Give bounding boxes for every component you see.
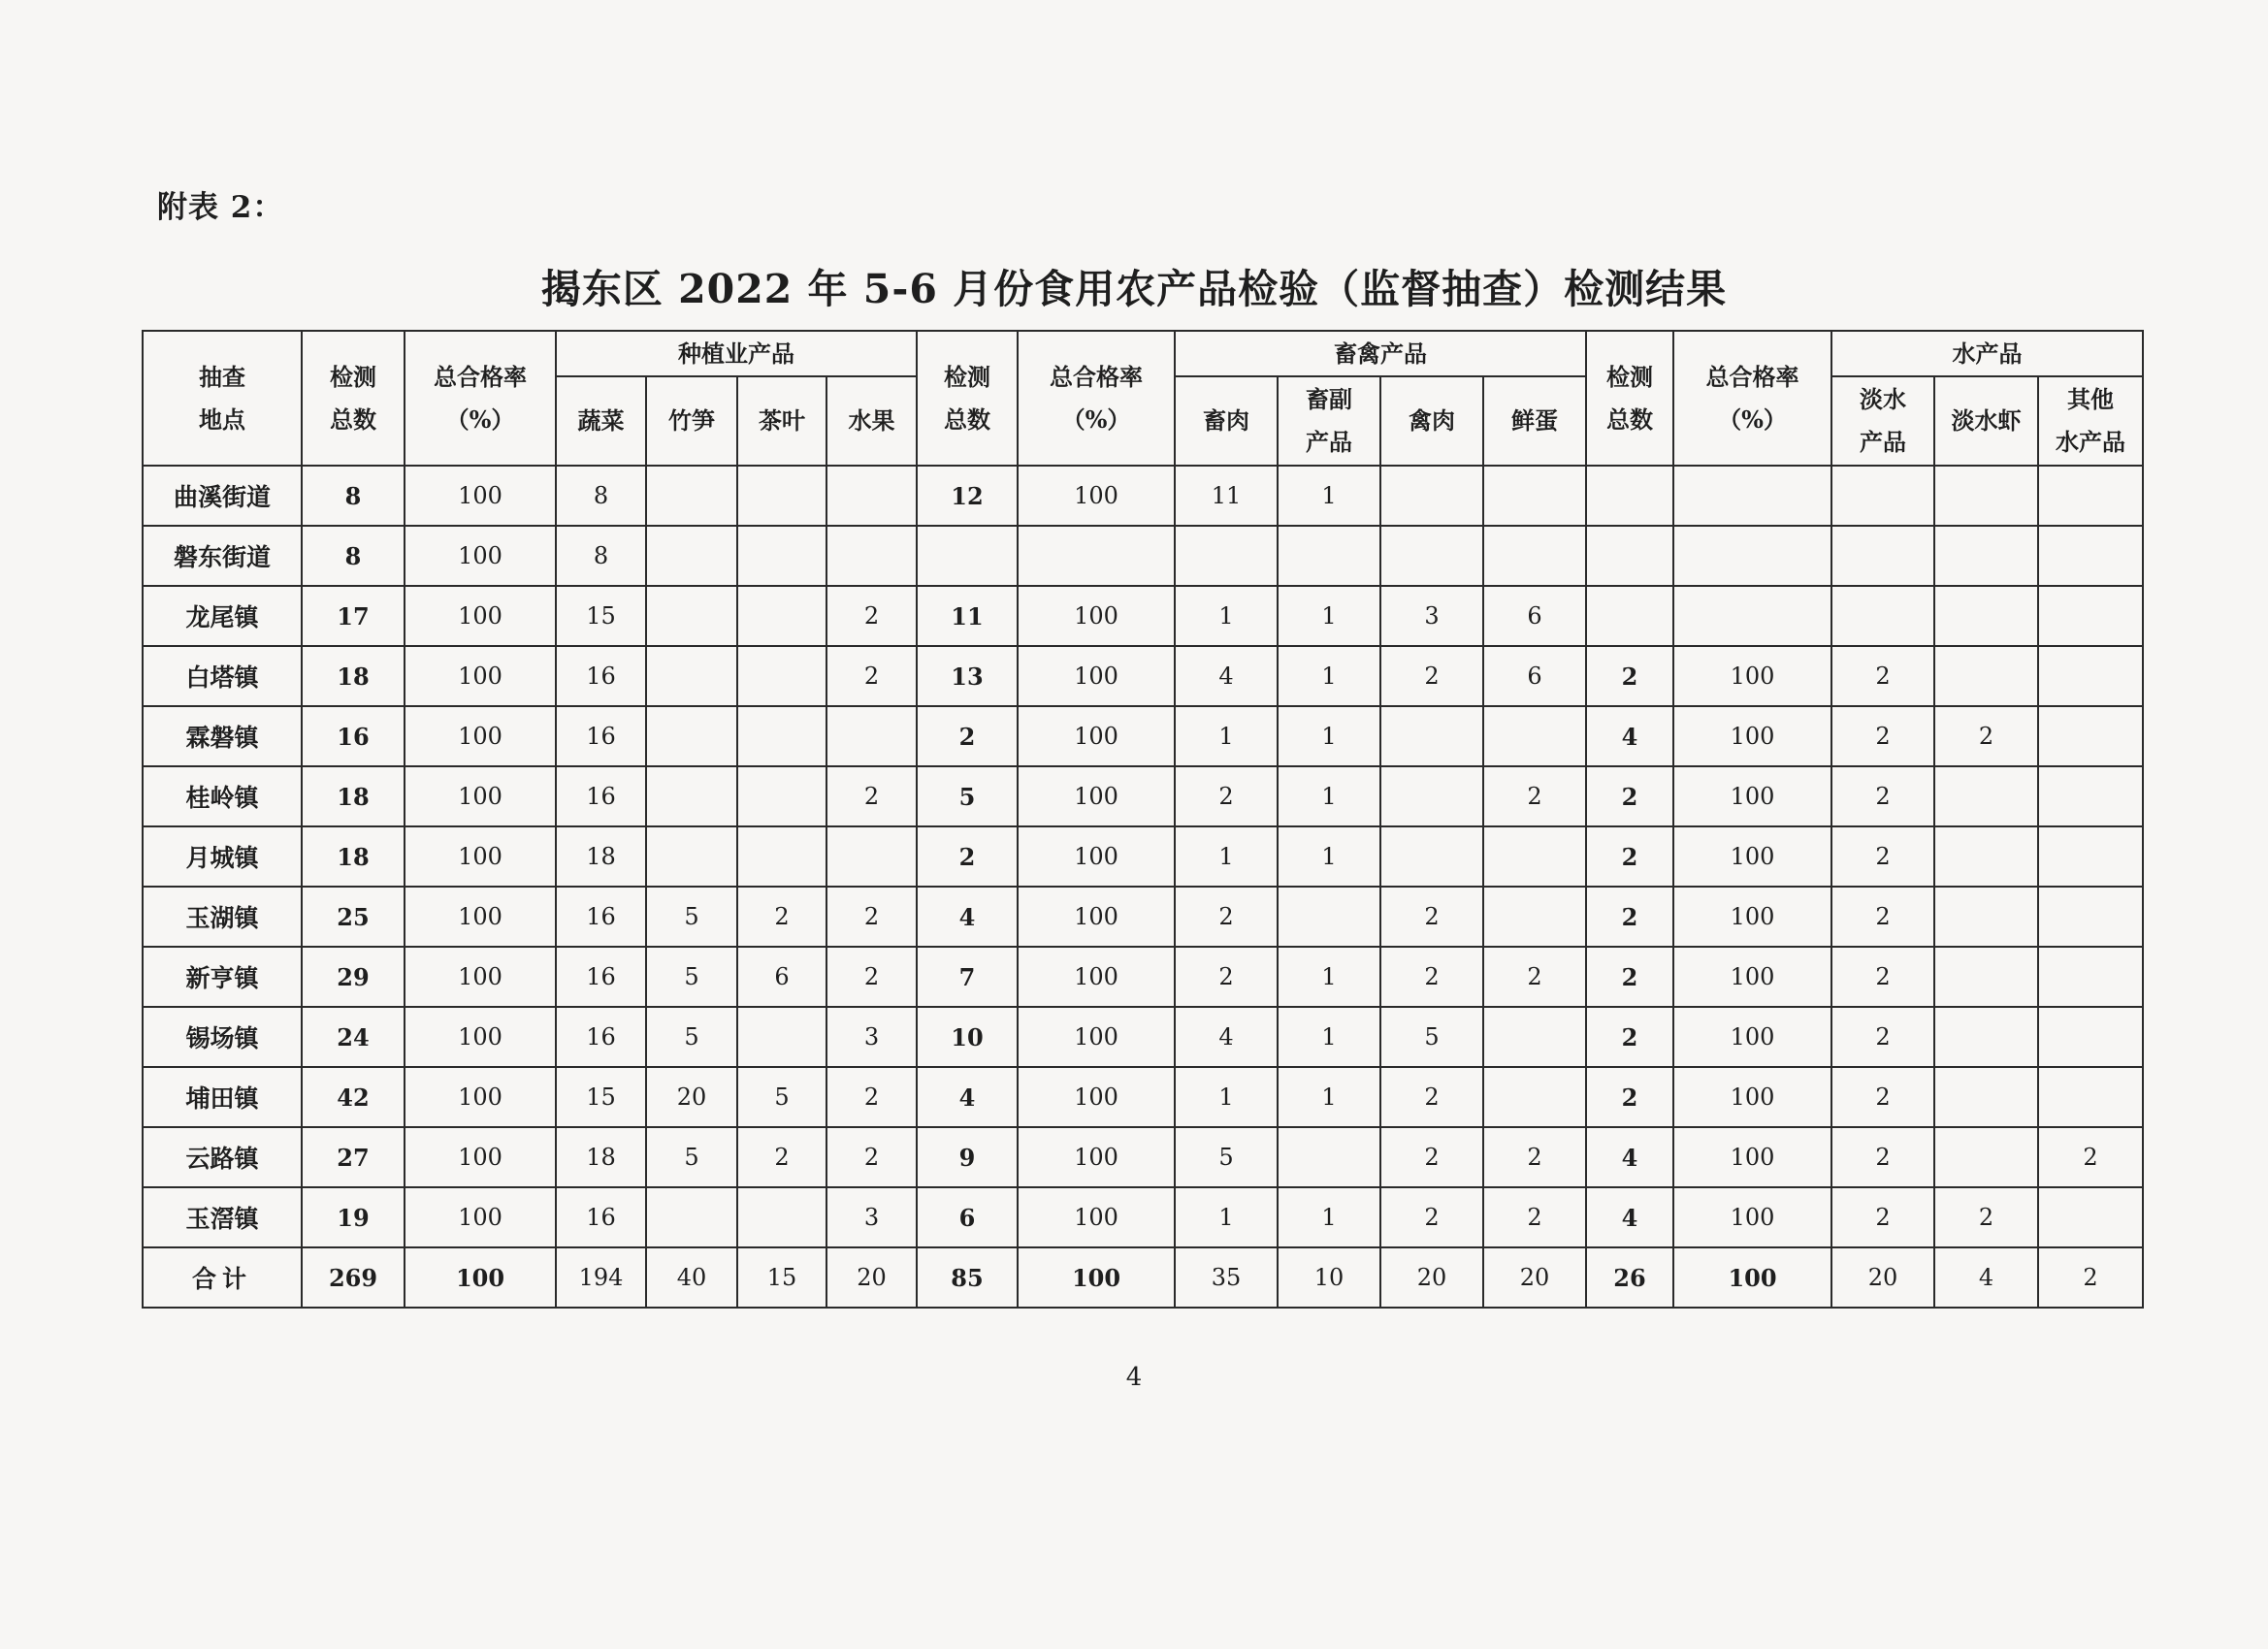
aquatic-cell bbox=[2038, 766, 2143, 826]
livestock-cell: 2 bbox=[1175, 766, 1278, 826]
planting-cell: 42 bbox=[302, 1067, 405, 1127]
livestock-cell: 13 bbox=[917, 646, 1018, 706]
appendix-label: 附表 2： bbox=[157, 190, 284, 225]
planting-cell bbox=[737, 646, 826, 706]
livestock-cell: 100 bbox=[1018, 466, 1175, 526]
livestock-cell: 4 bbox=[1175, 646, 1278, 706]
planting-cell bbox=[646, 586, 737, 646]
livestock-cell: 85 bbox=[917, 1247, 1018, 1308]
livestock-cell: 2 bbox=[1380, 1067, 1483, 1127]
planting-cell: 100 bbox=[405, 1187, 556, 1247]
livestock-cell bbox=[1483, 466, 1586, 526]
livestock-cell bbox=[917, 526, 1018, 586]
aquatic-cell bbox=[1934, 766, 2038, 826]
planting-cell: 16 bbox=[556, 887, 646, 947]
planting-cell bbox=[737, 766, 826, 826]
aquatic-cell bbox=[1831, 526, 1934, 586]
location-cell: 霖磐镇 bbox=[143, 706, 302, 766]
livestock-cell: 100 bbox=[1018, 766, 1175, 826]
aquatic-cell: 2 bbox=[1831, 826, 1934, 887]
livestock-cell: 5 bbox=[917, 766, 1018, 826]
planting-cell bbox=[646, 466, 737, 526]
planting-cell: 2 bbox=[737, 1127, 826, 1187]
header-freshwater-shrimp: 淡水虾 bbox=[1934, 376, 2038, 466]
location-cell: 玉滘镇 bbox=[143, 1187, 302, 1247]
planting-cell: 16 bbox=[556, 1187, 646, 1247]
header-location: 抽查 地点 bbox=[143, 331, 302, 466]
planting-cell: 2 bbox=[826, 646, 917, 706]
aquatic-cell bbox=[1934, 1127, 2038, 1187]
planting-cell: 40 bbox=[646, 1247, 737, 1308]
aquatic-cell bbox=[1586, 526, 1673, 586]
aquatic-cell bbox=[2038, 646, 2143, 706]
livestock-cell bbox=[1380, 706, 1483, 766]
aquatic-cell: 4 bbox=[1586, 706, 1673, 766]
location-cell: 月城镇 bbox=[143, 826, 302, 887]
livestock-cell: 1 bbox=[1278, 706, 1380, 766]
aquatic-cell bbox=[1934, 1067, 2038, 1127]
planting-cell bbox=[737, 586, 826, 646]
aquatic-cell: 2 bbox=[1586, 1067, 1673, 1127]
planting-cell: 16 bbox=[556, 706, 646, 766]
table-row bbox=[143, 466, 2143, 526]
planting-cell: 29 bbox=[302, 947, 405, 1007]
aquatic-cell bbox=[2038, 526, 2143, 586]
livestock-cell: 2 bbox=[917, 826, 1018, 887]
aquatic-cell: 2 bbox=[1831, 1007, 1934, 1067]
planting-cell: 100 bbox=[405, 1007, 556, 1067]
planting-cell: 100 bbox=[405, 526, 556, 586]
planting-cell bbox=[826, 826, 917, 887]
aquatic-cell bbox=[1586, 586, 1673, 646]
livestock-cell: 6 bbox=[917, 1187, 1018, 1247]
livestock-cell: 1 bbox=[1278, 466, 1380, 526]
planting-cell bbox=[826, 706, 917, 766]
livestock-cell: 2 bbox=[1483, 1127, 1586, 1187]
livestock-cell: 1 bbox=[1175, 826, 1278, 887]
aquatic-cell: 2 bbox=[1586, 646, 1673, 706]
livestock-cell: 7 bbox=[917, 947, 1018, 1007]
header-livestock-meat: 畜肉 bbox=[1175, 376, 1278, 466]
planting-cell: 5 bbox=[646, 887, 737, 947]
planting-cell: 2 bbox=[826, 887, 917, 947]
planting-cell bbox=[646, 646, 737, 706]
livestock-cell: 1 bbox=[1278, 1187, 1380, 1247]
planting-cell: 16 bbox=[556, 646, 646, 706]
planting-cell: 18 bbox=[556, 826, 646, 887]
location-cell: 玉湖镇 bbox=[143, 887, 302, 947]
aquatic-cell bbox=[1934, 646, 2038, 706]
aquatic-cell: 2 bbox=[1831, 706, 1934, 766]
aquatic-cell: 2 bbox=[1831, 646, 1934, 706]
location-cell: 磐东街道 bbox=[143, 526, 302, 586]
planting-cell: 100 bbox=[405, 826, 556, 887]
planting-cell: 8 bbox=[302, 526, 405, 586]
table-row bbox=[143, 526, 2143, 586]
livestock-cell: 2 bbox=[1175, 887, 1278, 947]
planting-cell: 3 bbox=[826, 1187, 917, 1247]
livestock-cell bbox=[1483, 706, 1586, 766]
aquatic-cell: 2 bbox=[1831, 947, 1934, 1007]
aquatic-cell: 20 bbox=[1831, 1247, 1934, 1308]
planting-cell: 269 bbox=[302, 1247, 405, 1308]
aquatic-cell bbox=[1934, 947, 2038, 1007]
livestock-cell: 100 bbox=[1018, 646, 1175, 706]
aquatic-cell bbox=[1934, 526, 2038, 586]
planting-cell: 27 bbox=[302, 1127, 405, 1187]
livestock-cell: 2 bbox=[1483, 766, 1586, 826]
planting-cell: 15 bbox=[556, 586, 646, 646]
livestock-cell: 1 bbox=[1278, 1067, 1380, 1127]
aquatic-cell: 2 bbox=[1586, 887, 1673, 947]
livestock-cell bbox=[1278, 1127, 1380, 1187]
aquatic-cell bbox=[1934, 466, 2038, 526]
livestock-cell: 100 bbox=[1018, 826, 1175, 887]
planting-cell: 25 bbox=[302, 887, 405, 947]
livestock-cell: 2 bbox=[1380, 1187, 1483, 1247]
planting-cell bbox=[737, 1187, 826, 1247]
planting-cell: 20 bbox=[826, 1247, 917, 1308]
planting-cell: 100 bbox=[405, 706, 556, 766]
header-planting-total: 检测 总数 bbox=[302, 331, 405, 466]
livestock-cell: 1 bbox=[1278, 586, 1380, 646]
location-cell: 合计 bbox=[143, 1247, 302, 1308]
livestock-cell bbox=[1380, 466, 1483, 526]
livestock-cell bbox=[1483, 887, 1586, 947]
planting-cell: 15 bbox=[556, 1067, 646, 1127]
livestock-cell: 10 bbox=[917, 1007, 1018, 1067]
livestock-cell bbox=[1018, 526, 1175, 586]
livestock-cell: 12 bbox=[917, 466, 1018, 526]
livestock-cell: 2 bbox=[1380, 887, 1483, 947]
livestock-cell bbox=[1278, 526, 1380, 586]
planting-cell bbox=[737, 1007, 826, 1067]
header-group-aquatic: 水产品 bbox=[1831, 331, 2143, 376]
planting-cell: 3 bbox=[826, 1007, 917, 1067]
header-group-planting: 种植业产品 bbox=[556, 331, 917, 376]
livestock-cell: 100 bbox=[1018, 586, 1175, 646]
livestock-cell: 6 bbox=[1483, 646, 1586, 706]
planting-cell: 100 bbox=[405, 466, 556, 526]
planting-cell: 100 bbox=[405, 887, 556, 947]
livestock-cell: 5 bbox=[1380, 1007, 1483, 1067]
aquatic-cell bbox=[1934, 1007, 2038, 1067]
livestock-cell: 1 bbox=[1278, 947, 1380, 1007]
aquatic-cell: 2 bbox=[1831, 766, 1934, 826]
table-row bbox=[143, 1067, 2143, 1127]
livestock-cell bbox=[1380, 826, 1483, 887]
header-aquatic-pass-rate: 总合格率 （%） bbox=[1673, 331, 1831, 466]
aquatic-cell bbox=[2038, 1187, 2143, 1247]
livestock-cell: 2 bbox=[1380, 947, 1483, 1007]
livestock-cell: 4 bbox=[917, 1067, 1018, 1127]
aquatic-cell: 2 bbox=[1934, 706, 2038, 766]
aquatic-cell: 2 bbox=[1831, 887, 1934, 947]
livestock-cell: 4 bbox=[1175, 1007, 1278, 1067]
header-aquatic-total: 检测 总数 bbox=[1586, 331, 1673, 466]
aquatic-cell: 2 bbox=[1934, 1187, 2038, 1247]
planting-cell bbox=[737, 706, 826, 766]
livestock-cell bbox=[1380, 766, 1483, 826]
aquatic-cell: 2 bbox=[1586, 826, 1673, 887]
livestock-cell: 11 bbox=[917, 586, 1018, 646]
livestock-cell: 1 bbox=[1175, 586, 1278, 646]
planting-cell bbox=[737, 466, 826, 526]
aquatic-cell bbox=[1673, 466, 1831, 526]
planting-cell: 16 bbox=[556, 1007, 646, 1067]
header-livestock-pass-rate: 总合格率 （%） bbox=[1018, 331, 1175, 466]
planting-cell: 100 bbox=[405, 1127, 556, 1187]
aquatic-cell: 2 bbox=[1586, 947, 1673, 1007]
aquatic-cell bbox=[2038, 706, 2143, 766]
aquatic-cell: 2 bbox=[1831, 1187, 1934, 1247]
planting-cell: 5 bbox=[646, 947, 737, 1007]
page-number: 4 bbox=[1125, 1363, 1143, 1392]
table-row bbox=[143, 887, 2143, 947]
livestock-cell bbox=[1483, 1007, 1586, 1067]
location-cell: 新亨镇 bbox=[143, 947, 302, 1007]
livestock-cell: 35 bbox=[1175, 1247, 1278, 1308]
header-group-livestock: 畜禽产品 bbox=[1175, 331, 1586, 376]
location-cell: 白塔镇 bbox=[143, 646, 302, 706]
livestock-cell: 100 bbox=[1018, 706, 1175, 766]
planting-cell: 2 bbox=[826, 1067, 917, 1127]
livestock-cell: 100 bbox=[1018, 947, 1175, 1007]
aquatic-cell: 2 bbox=[1831, 1067, 1934, 1127]
livestock-cell: 9 bbox=[917, 1127, 1018, 1187]
livestock-cell bbox=[1175, 526, 1278, 586]
header-fruit: 水果 bbox=[826, 376, 917, 466]
table-row bbox=[143, 646, 2143, 706]
livestock-cell: 4 bbox=[917, 887, 1018, 947]
livestock-cell: 10 bbox=[1278, 1247, 1380, 1308]
planting-cell: 8 bbox=[556, 466, 646, 526]
planting-cell: 17 bbox=[302, 586, 405, 646]
location-cell: 锡场镇 bbox=[143, 1007, 302, 1067]
planting-cell: 8 bbox=[556, 526, 646, 586]
planting-cell: 100 bbox=[405, 586, 556, 646]
location-cell: 曲溪街道 bbox=[143, 466, 302, 526]
livestock-cell: 3 bbox=[1380, 586, 1483, 646]
livestock-cell bbox=[1278, 887, 1380, 947]
planting-cell: 100 bbox=[405, 766, 556, 826]
planting-cell bbox=[646, 1187, 737, 1247]
livestock-cell: 100 bbox=[1018, 1127, 1175, 1187]
header-bamboo-shoots: 竹笋 bbox=[646, 376, 737, 466]
planting-cell: 100 bbox=[405, 1247, 556, 1308]
livestock-cell: 2 bbox=[1175, 947, 1278, 1007]
livestock-cell: 20 bbox=[1483, 1247, 1586, 1308]
planting-cell: 100 bbox=[405, 947, 556, 1007]
livestock-cell bbox=[1483, 826, 1586, 887]
aquatic-cell bbox=[2038, 586, 2143, 646]
aquatic-cell bbox=[1934, 586, 2038, 646]
table-row bbox=[143, 947, 2143, 1007]
planting-cell: 2 bbox=[826, 766, 917, 826]
planting-cell bbox=[646, 766, 737, 826]
planting-cell: 2 bbox=[826, 947, 917, 1007]
planting-cell: 20 bbox=[646, 1067, 737, 1127]
aquatic-cell bbox=[1673, 586, 1831, 646]
livestock-cell: 1 bbox=[1175, 706, 1278, 766]
inspection-results-table bbox=[142, 330, 2144, 1309]
aquatic-cell: 100 bbox=[1673, 706, 1831, 766]
livestock-cell: 100 bbox=[1018, 1067, 1175, 1127]
aquatic-cell: 26 bbox=[1586, 1247, 1673, 1308]
aquatic-cell: 100 bbox=[1673, 1127, 1831, 1187]
livestock-cell: 1 bbox=[1278, 646, 1380, 706]
livestock-cell: 1 bbox=[1278, 826, 1380, 887]
aquatic-cell: 100 bbox=[1673, 1067, 1831, 1127]
table-row bbox=[143, 706, 2143, 766]
planting-cell bbox=[737, 826, 826, 887]
livestock-cell: 1 bbox=[1278, 1007, 1380, 1067]
planting-cell bbox=[646, 826, 737, 887]
document-title: 揭东区 2022 年 5-6 月份食用农产品检验（监督抽查）检测结果 bbox=[540, 266, 1728, 312]
location-cell: 云路镇 bbox=[143, 1127, 302, 1187]
livestock-cell: 5 bbox=[1175, 1127, 1278, 1187]
livestock-cell: 2 bbox=[1483, 947, 1586, 1007]
aquatic-cell bbox=[1673, 526, 1831, 586]
table-row bbox=[143, 826, 2143, 887]
planting-cell: 8 bbox=[302, 466, 405, 526]
livestock-cell: 2 bbox=[1483, 1187, 1586, 1247]
aquatic-cell: 100 bbox=[1673, 887, 1831, 947]
aquatic-cell: 2 bbox=[1831, 1127, 1934, 1187]
aquatic-cell bbox=[2038, 887, 2143, 947]
header-fresh-eggs: 鲜蛋 bbox=[1483, 376, 1586, 466]
planting-cell: 18 bbox=[302, 826, 405, 887]
table-row bbox=[143, 1187, 2143, 1247]
planting-cell: 6 bbox=[737, 947, 826, 1007]
aquatic-cell: 100 bbox=[1673, 1187, 1831, 1247]
aquatic-cell: 100 bbox=[1673, 947, 1831, 1007]
planting-cell: 194 bbox=[556, 1247, 646, 1308]
aquatic-cell bbox=[2038, 947, 2143, 1007]
aquatic-cell: 100 bbox=[1673, 1247, 1831, 1308]
aquatic-cell: 100 bbox=[1673, 766, 1831, 826]
table-total-row bbox=[143, 1247, 2143, 1308]
livestock-cell: 20 bbox=[1380, 1247, 1483, 1308]
table-row bbox=[143, 586, 2143, 646]
livestock-cell: 1 bbox=[1175, 1067, 1278, 1127]
header-other-aquatic: 其他 水产品 bbox=[2038, 376, 2143, 466]
livestock-cell bbox=[1380, 526, 1483, 586]
aquatic-cell bbox=[1586, 466, 1673, 526]
livestock-cell: 6 bbox=[1483, 586, 1586, 646]
header-livestock-byproducts: 畜副 产品 bbox=[1278, 376, 1380, 466]
planting-cell: 100 bbox=[405, 646, 556, 706]
planting-cell bbox=[826, 526, 917, 586]
aquatic-cell: 100 bbox=[1673, 1007, 1831, 1067]
planting-cell: 100 bbox=[405, 1067, 556, 1127]
header-poultry-meat: 禽肉 bbox=[1380, 376, 1483, 466]
location-cell: 埔田镇 bbox=[143, 1067, 302, 1127]
aquatic-cell: 2 bbox=[1586, 1007, 1673, 1067]
location-cell: 桂岭镇 bbox=[143, 766, 302, 826]
planting-cell: 18 bbox=[556, 1127, 646, 1187]
livestock-cell: 11 bbox=[1175, 466, 1278, 526]
planting-cell: 5 bbox=[737, 1067, 826, 1127]
livestock-cell: 1 bbox=[1175, 1187, 1278, 1247]
aquatic-cell bbox=[1934, 826, 2038, 887]
planting-cell: 18 bbox=[302, 646, 405, 706]
aquatic-cell bbox=[2038, 826, 2143, 887]
planting-cell bbox=[646, 526, 737, 586]
planting-cell: 2 bbox=[826, 586, 917, 646]
planting-cell bbox=[826, 466, 917, 526]
planting-cell: 19 bbox=[302, 1187, 405, 1247]
livestock-cell: 2 bbox=[1380, 646, 1483, 706]
planting-cell: 5 bbox=[646, 1007, 737, 1067]
planting-cell bbox=[646, 706, 737, 766]
aquatic-cell bbox=[1831, 586, 1934, 646]
livestock-cell: 1 bbox=[1278, 766, 1380, 826]
aquatic-cell: 4 bbox=[1586, 1127, 1673, 1187]
aquatic-cell: 100 bbox=[1673, 646, 1831, 706]
planting-cell bbox=[737, 526, 826, 586]
livestock-cell: 100 bbox=[1018, 1007, 1175, 1067]
planting-cell: 18 bbox=[302, 766, 405, 826]
livestock-cell: 2 bbox=[1380, 1127, 1483, 1187]
livestock-cell: 100 bbox=[1018, 1247, 1175, 1308]
planting-cell: 2 bbox=[737, 887, 826, 947]
aquatic-cell bbox=[1831, 466, 1934, 526]
planting-cell: 24 bbox=[302, 1007, 405, 1067]
livestock-cell: 2 bbox=[917, 706, 1018, 766]
livestock-cell bbox=[1483, 526, 1586, 586]
aquatic-cell bbox=[1934, 887, 2038, 947]
aquatic-cell: 2 bbox=[2038, 1127, 2143, 1187]
header-vegetables: 蔬菜 bbox=[556, 376, 646, 466]
planting-cell: 5 bbox=[646, 1127, 737, 1187]
planting-cell: 16 bbox=[302, 706, 405, 766]
table-row bbox=[143, 1127, 2143, 1187]
aquatic-cell bbox=[2038, 466, 2143, 526]
aquatic-cell: 2 bbox=[2038, 1247, 2143, 1308]
livestock-cell: 100 bbox=[1018, 887, 1175, 947]
aquatic-cell: 2 bbox=[1586, 766, 1673, 826]
livestock-cell bbox=[1483, 1067, 1586, 1127]
planting-cell: 2 bbox=[826, 1127, 917, 1187]
aquatic-cell: 4 bbox=[1586, 1187, 1673, 1247]
planting-cell: 15 bbox=[737, 1247, 826, 1308]
location-cell: 龙尾镇 bbox=[143, 586, 302, 646]
planting-cell: 16 bbox=[556, 947, 646, 1007]
table-row bbox=[143, 766, 2143, 826]
table-row bbox=[143, 1007, 2143, 1067]
livestock-cell: 100 bbox=[1018, 1187, 1175, 1247]
aquatic-cell bbox=[2038, 1007, 2143, 1067]
header-tea: 茶叶 bbox=[737, 376, 826, 466]
aquatic-cell: 100 bbox=[1673, 826, 1831, 887]
header-planting-pass-rate: 总合格率 （%） bbox=[405, 331, 556, 466]
table-body bbox=[143, 466, 2143, 1308]
aquatic-cell: 4 bbox=[1934, 1247, 2038, 1308]
planting-cell: 16 bbox=[556, 766, 646, 826]
header-livestock-total: 检测 总数 bbox=[917, 331, 1018, 466]
header-freshwater-products: 淡水 产品 bbox=[1831, 376, 1934, 466]
aquatic-cell bbox=[2038, 1067, 2143, 1127]
